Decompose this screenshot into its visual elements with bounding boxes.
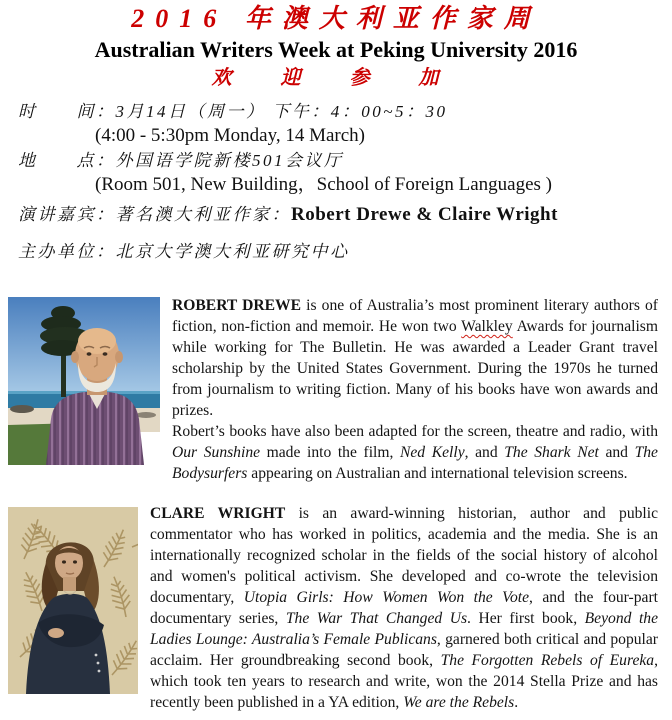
time-value-cn: 3月14日（周一） 下午：4：00~5：30	[115, 102, 448, 121]
robert-paragraph-2: Robert’s books have also been adapted for the screen, theatre and radio, with Our Sunshine made into the film, Ned Kelly, and The Shark Net and The Bodysurfers appearing on Australian and international television screens.	[172, 423, 658, 482]
robert-drewe-photo	[8, 297, 160, 471]
time-row-english	[18, 124, 672, 148]
clare-wright-section	[0, 503, 672, 720]
host-label: 主办单位：	[18, 242, 116, 261]
venue-row-english	[18, 173, 672, 197]
flyer-header	[0, 0, 672, 92]
welcome-line: 欢 迎 参 加	[211, 67, 461, 89]
venue-value-en: (Room 501, New Building，School of Foreign Languages )	[95, 174, 553, 195]
venue-value-cn: 外国语学院新楼501会议厅	[115, 151, 344, 170]
chinese-title: 2016 年澳大利亚作家周	[131, 4, 541, 33]
venue-row	[18, 148, 672, 173]
time-value-en: (4:00 - 5:30pm Monday, 14 March)	[95, 125, 365, 146]
host-value-cn: 北京大学澳大利亚研究中心	[115, 242, 350, 261]
robert-drewe-section	[0, 295, 672, 484]
clare-wright-photo	[8, 507, 138, 700]
english-title: Australian Writers Week at Peking University 2016	[94, 37, 578, 62]
robert-paragraph-1: ROBERT DREWE is one of Australia’s most prominent literary authors of fiction, non-fiction and memoir. He won two Walkley Awards for journalism while working for The Bulletin. He was awarded a Leader Grant travel scholarship by the United States Government. During the 1970s he turned from journalism to writing fiction. Many of his books have won awards and prizes.	[172, 297, 658, 419]
time-row	[18, 99, 672, 124]
event-details	[18, 99, 672, 264]
speaker-names: Robert Drewe & Claire Wright	[291, 204, 558, 225]
host-row	[18, 239, 672, 264]
speakers-label: 演讲嘉宾：	[18, 205, 116, 224]
speakers-row	[18, 202, 672, 227]
time-label: 时 间：	[18, 102, 116, 121]
venue-label: 地 点：	[18, 151, 116, 170]
speakers-intro-cn: 著名澳大利亚作家：	[115, 205, 291, 224]
clare-paragraph: CLARE WRIGHT is an award-winning historian, author and public commentator who has worked in politics, academia and the media. She is an internationally recognized scholar in the fields of the social history of alcohol and women's political activism. She developed and co-wrote the television documentary, Utopia Girls: How Women Won the Vote, and the four-part documentary series, The War That Changed Us. Her first book, Beyond the Ladies Lounge: Australia’s Female Publicans, garnered both critical and popular acclaim. Her groundbreaking second book, The Forgotten Rebels of Eureka, which took ten years to research and write, won the 2014 Stella Prize and has recently been published in a YA edition, We are the Rebels.	[150, 505, 659, 711]
